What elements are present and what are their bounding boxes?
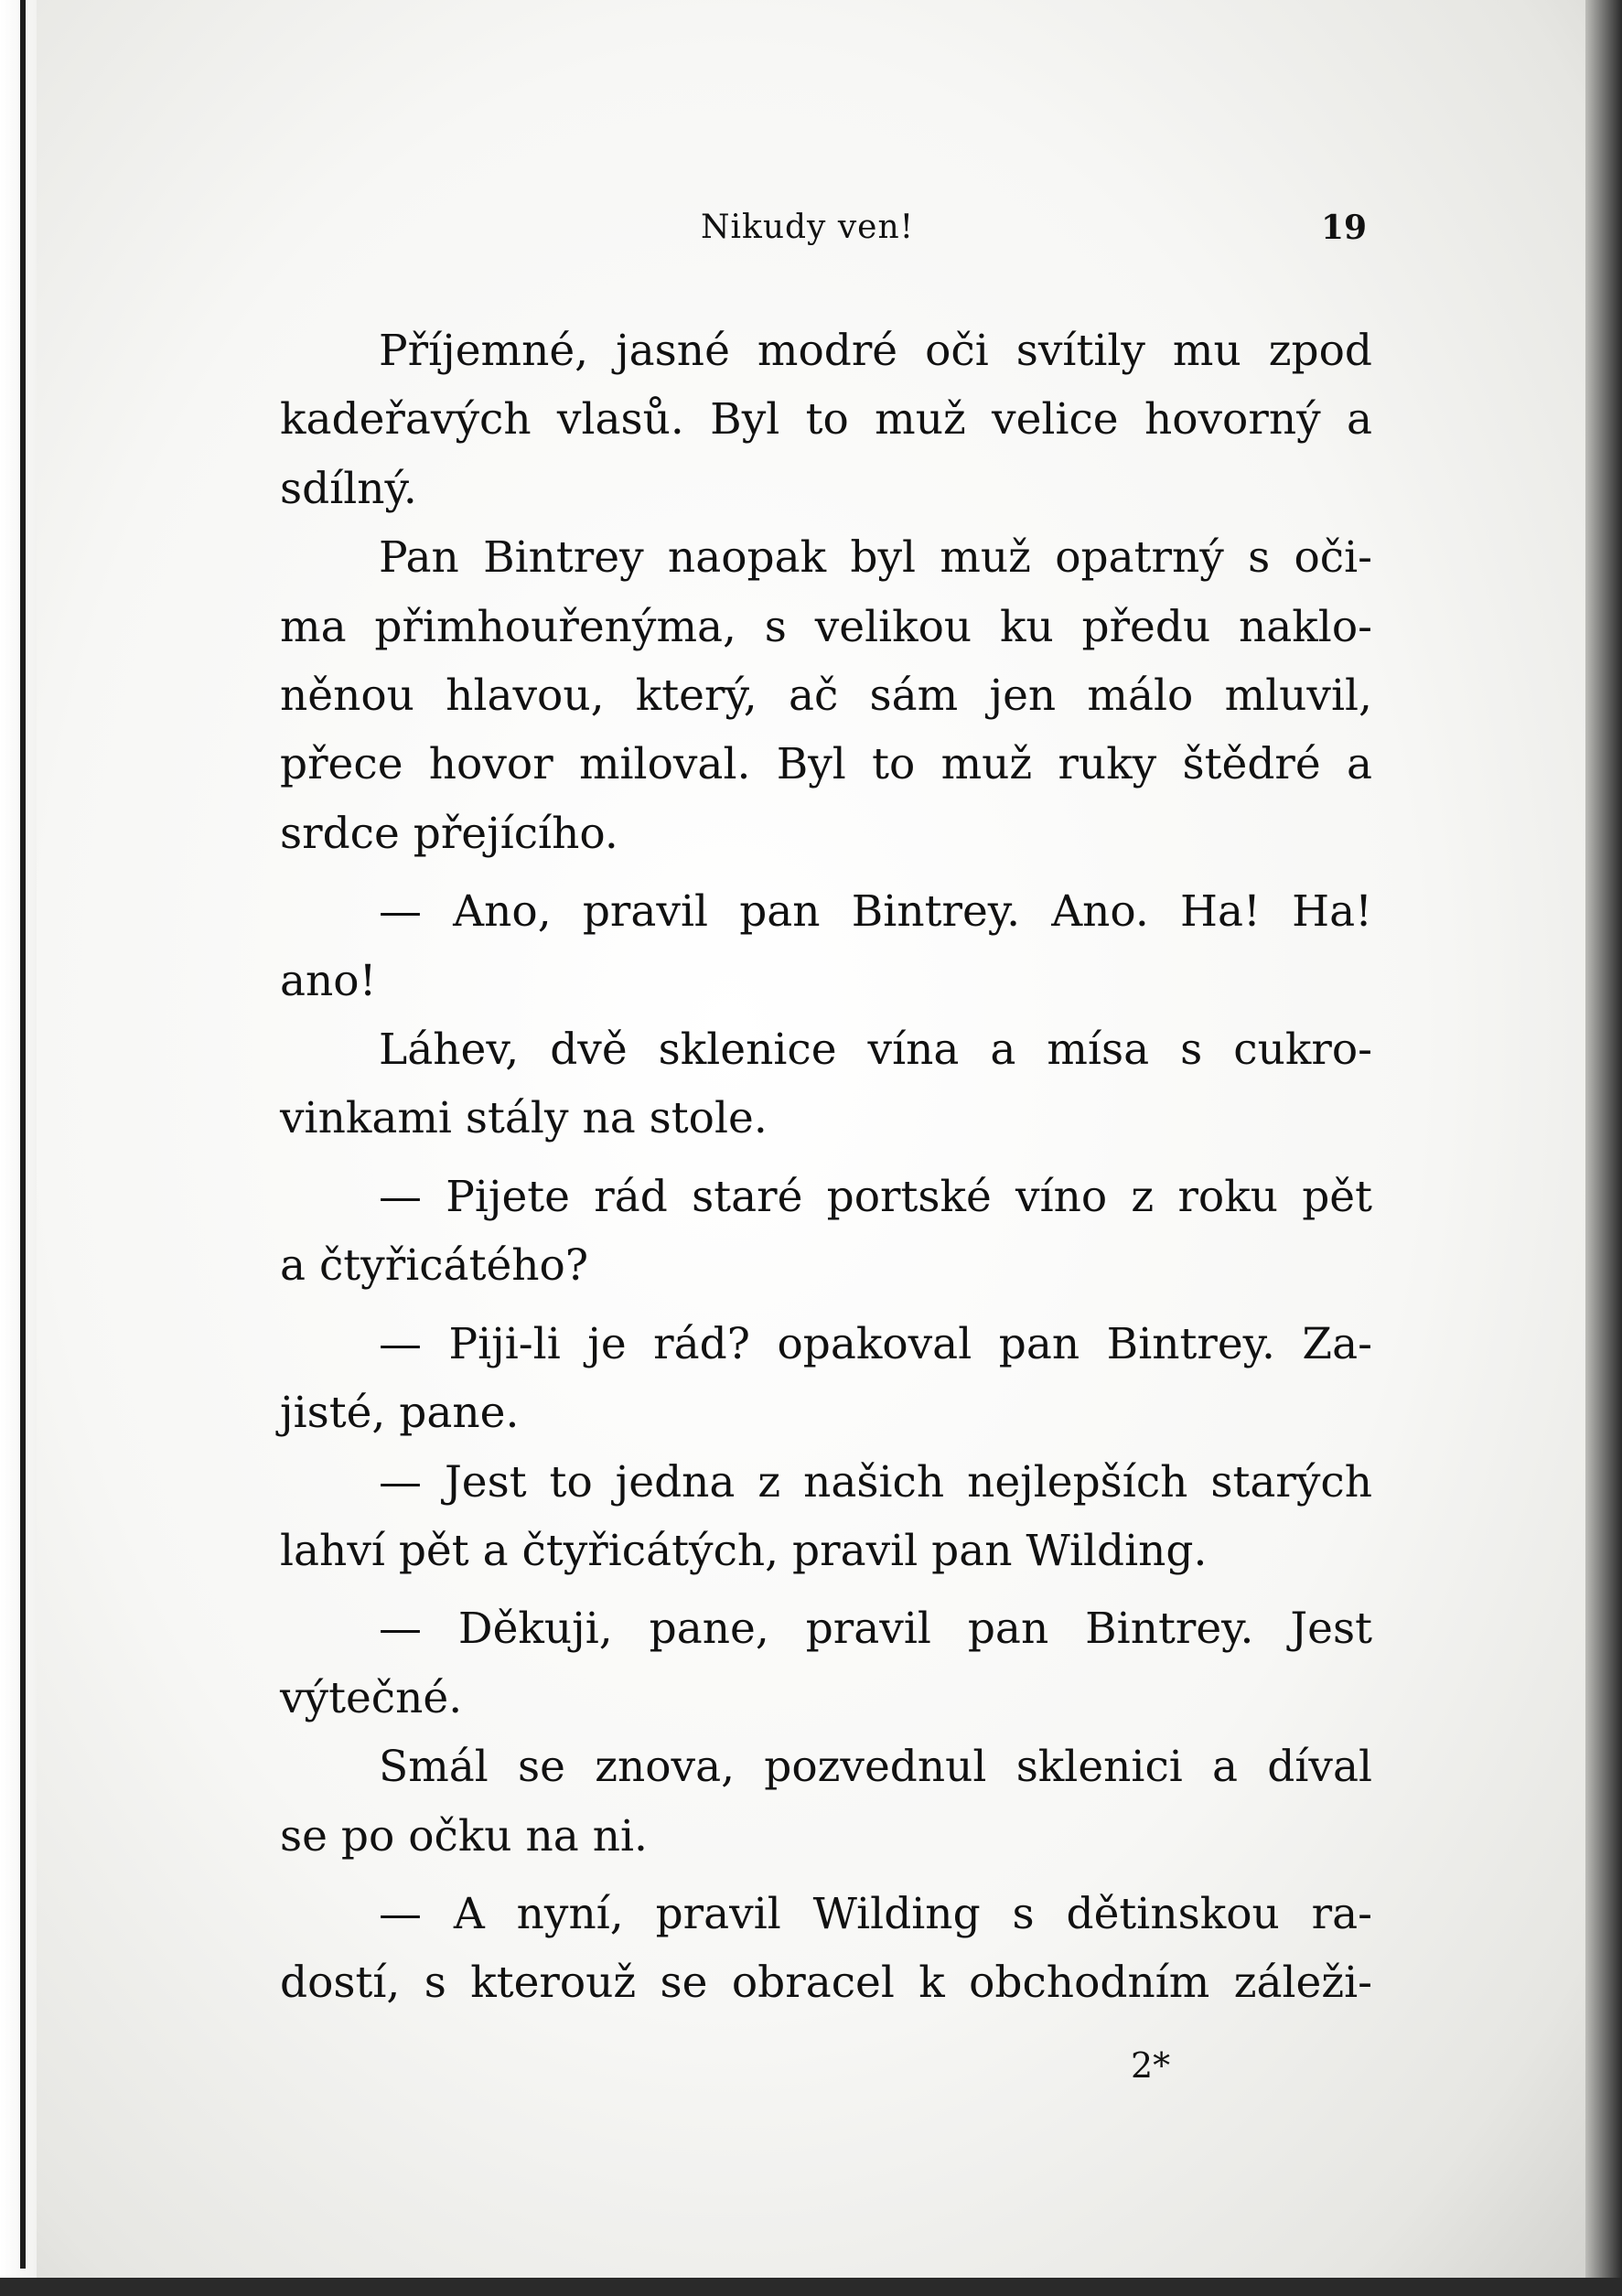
paragraph-gap <box>280 1871 1372 1880</box>
paragraph-gap <box>280 1153 1372 1163</box>
paragraph-gap <box>280 1585 1372 1594</box>
text-line: přece hovor miloval. Byl to muž ruky štědré a <box>280 739 1372 790</box>
text-line: sdílný. <box>280 463 417 514</box>
text-line: se po očku na ni. <box>280 1810 648 1861</box>
page-left-margin <box>0 0 37 2296</box>
text-line: — Pijete rád staré portské víno z roku pět <box>379 1171 1372 1222</box>
page-bottom-shadow <box>0 2278 1622 2296</box>
paragraph-gap <box>280 1301 1372 1310</box>
text-line: Smál se znova, pozvednul sklenici a díval <box>379 1742 1372 1793</box>
running-head: Nikudy ven! <box>701 209 915 246</box>
page-number: 19 <box>1321 209 1368 247</box>
text-line: a čtyřicátého? <box>280 1240 589 1292</box>
paragraph-gap <box>280 868 1372 877</box>
text-line: srdce přejícího. <box>280 808 618 859</box>
text-line: ano! <box>280 955 377 1006</box>
text-line: Pan Bintrey naopak byl muž opatrný s oči- <box>379 532 1372 584</box>
signature-mark: 2* <box>1131 2045 1171 2086</box>
text-line: ma přimhouřenýma, s velikou ku předu naklo- <box>280 601 1372 652</box>
text-line: vinkami stály na stole. <box>280 1093 768 1144</box>
body-text <box>280 317 1372 2018</box>
text-line: — Piji-li je rád? opakoval pan Bintrey. Za- <box>379 1318 1372 1369</box>
text-line: lahví pět a čtyřicátých, pravil pan Wilding. <box>280 1525 1208 1576</box>
text-line: něnou hlavou, který, ač sám jen málo mluvil, <box>280 671 1372 722</box>
text-line: — Jest to jedna z našich nejlepších starých <box>379 1456 1372 1507</box>
text-line: jisté, pane. <box>280 1388 520 1439</box>
text-line: Příjemné, jasné modré oči svítily mu zpod <box>379 326 1372 376</box>
text-line: — Děkuji, pane, pravil pan Bintrey. Jest <box>379 1604 1372 1655</box>
text-line: — A nyní, pravil Wilding s dětinskou ra- <box>379 1888 1372 1939</box>
binding-edge <box>20 0 26 2269</box>
text-line: — Ano, pravil pan Bintrey. Ano. Ha! Ha! <box>379 886 1372 938</box>
page-right-shadow <box>1585 0 1622 2296</box>
text-line: dostí, s kterouž se obracel k obchodním záleži- <box>280 1958 1372 2009</box>
text-line: Láhev, dvě sklenice vína a mísa s cukro- <box>379 1025 1372 1076</box>
page-header <box>274 209 1372 263</box>
text-line: kadeřavých vlasů. Byl to muž velice hovorný a <box>280 394 1372 445</box>
text-line: výtečné. <box>280 1672 463 1723</box>
